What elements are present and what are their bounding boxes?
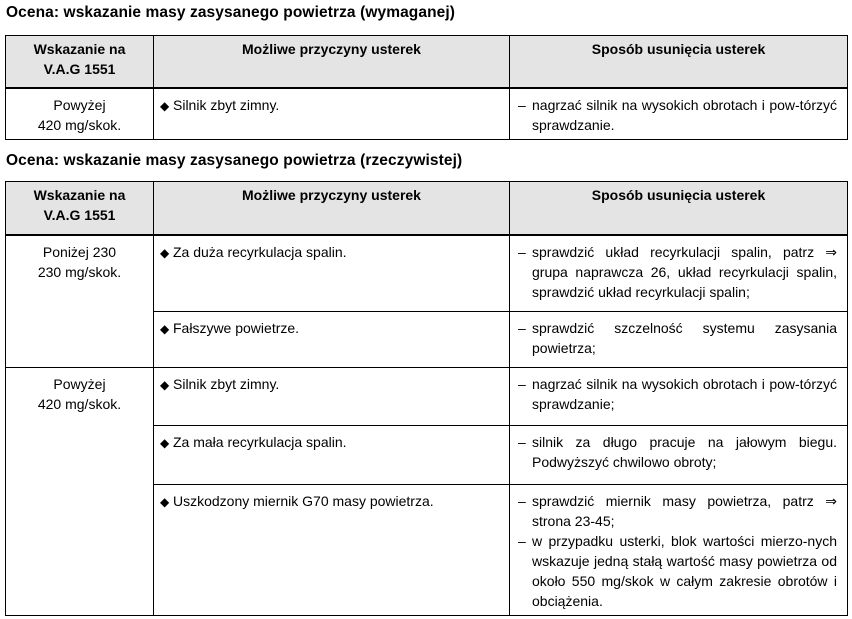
remedy-cell — [510, 88, 848, 140]
remedy-cell — [510, 235, 848, 312]
cause-text: Silnik zbyt zimny. — [173, 376, 280, 392]
header-causes-label: Możliwe przyczyny usterek — [242, 41, 421, 57]
remedy-item: – nagrzać silnik na wysokich obrotach i pow-tórzyć sprawdzanie. — [518, 95, 837, 135]
cause-cell — [154, 426, 510, 485]
diamond-bullet-icon: ◆ — [160, 98, 170, 113]
header-indication-line1: Wskazanie na — [33, 187, 126, 203]
remedy-item: – silnik za długo pracuje na jałowym biegu. Podwyższyć chwilowo obroty; — [518, 432, 837, 472]
table-header-row — [6, 36, 848, 88]
remedy-item: – nagrzać silnik na wysokich obrotach i pow-tórzyć sprawdzanie; — [518, 374, 837, 414]
indication-cell — [6, 88, 154, 140]
diamond-bullet-icon: ◆ — [160, 245, 170, 260]
header-indication-line2: V.A.G 1551 — [43, 61, 116, 77]
indication-line1: Poniżej 230 — [42, 243, 117, 260]
indication-line1: Powyżej — [53, 376, 106, 392]
remedy-cell — [510, 485, 848, 616]
cause-text: Za mała recyrkulacja spalin. — [173, 434, 347, 450]
remedy-cell — [510, 368, 848, 426]
section-title-required: Ocena: wskazanie masy zasysanego powietrza (wymaganej) — [6, 4, 456, 21]
cause-cell — [154, 485, 510, 616]
table-row — [6, 368, 848, 426]
table-required-air-mass — [5, 35, 848, 140]
header-causes-label: Możliwe przyczyny usterek — [242, 187, 421, 203]
remedy-item: – sprawdzić szczelność systemu zasysania powietrza; — [518, 318, 837, 358]
section-title-actual: Ocena: wskazanie masy zasysanego powietrza (rzeczywistej) — [6, 152, 463, 169]
header-remedy — [510, 182, 848, 235]
cause-cell — [154, 88, 510, 140]
remedy-item: – w przypadku usterki, blok wartości mierzo-nych wskazuje jedną stałą wartość masy powietrza od około 550 mg/skok w całym zakresie obrotów i obciążenia. — [518, 531, 837, 611]
cause-text: Za duża recyrkulacja spalin. — [173, 243, 347, 260]
header-indication-line1: Wskazanie na — [33, 41, 126, 57]
diamond-bullet-icon: ◆ — [160, 436, 170, 450]
cause-cell — [154, 235, 510, 312]
header-indication-line2: V.A.G 1551 — [43, 207, 116, 223]
cause-cell — [154, 312, 510, 368]
table-row — [6, 88, 848, 140]
header-indication — [6, 36, 154, 88]
diamond-bullet-icon: ◆ — [160, 495, 170, 509]
indication-line2: 230 mg/skok. — [37, 263, 122, 280]
header-causes — [154, 36, 510, 88]
diamond-bullet-icon: ◆ — [160, 322, 170, 336]
indication-line1: Powyżej — [53, 96, 106, 113]
remedy-item: – sprawdzić miernik masy powietrza, patrz ⇒ strona 23-45; — [518, 491, 837, 531]
header-remedy — [510, 36, 848, 88]
table-header-row — [6, 182, 848, 235]
header-remedy-label: Sposób usunięcia usterek — [591, 41, 766, 57]
diamond-bullet-icon: ◆ — [160, 378, 170, 392]
header-indication — [6, 182, 154, 235]
remedy-cell — [510, 426, 848, 485]
header-remedy-label: Sposób usunięcia usterek — [591, 187, 766, 203]
cause-cell — [154, 368, 510, 426]
indication-cell — [6, 368, 154, 616]
cause-text: Silnik zbyt zimny. — [173, 96, 280, 113]
remedy-cell — [510, 312, 848, 368]
table-row — [6, 235, 848, 312]
indication-cell — [6, 235, 154, 368]
indication-line2: 420 mg/skok. — [37, 116, 122, 133]
remedy-item: – sprawdzić układ recyrkulacji spalin, patrz ⇒ grupa naprawcza 26, układ recyrkulacji spalin, sprawdzić układ recyrkulacji spalin; — [518, 242, 837, 302]
cause-text: Fałszywe powietrze. — [173, 320, 300, 336]
indication-line2: 420 mg/skok. — [37, 396, 122, 412]
table-actual-air-mass — [5, 181, 848, 616]
cause-text: Uszkodzony miernik G70 masy powietrza. — [173, 493, 434, 509]
header-causes — [154, 182, 510, 235]
